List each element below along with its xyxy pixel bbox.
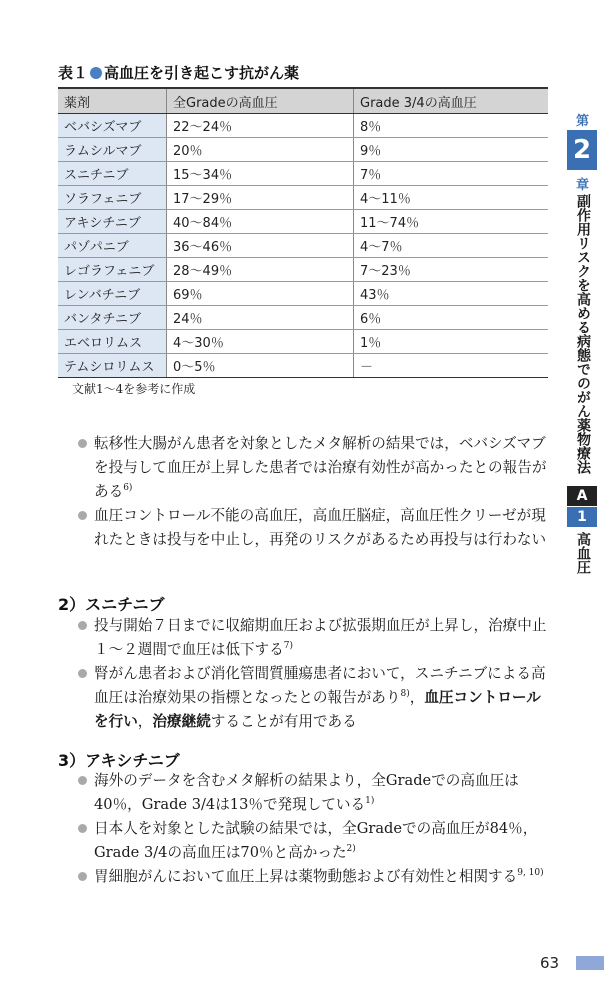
list-item <box>76 614 554 662</box>
reference-marker: 9, 10) <box>517 868 544 879</box>
table-row <box>58 282 548 306</box>
list-item <box>76 865 554 889</box>
grade34-value: 7～23％ <box>354 258 549 282</box>
bullet-text: 転移性大腸がん患者を対象としたメタ解析の結果では，ベバシズマブを投与して血圧が上昇した患者では治療有効性が高かったとの報告がある <box>94 435 547 500</box>
page-number-tab <box>576 956 604 970</box>
axitinib-bullet-list <box>76 769 554 889</box>
list-item <box>76 769 554 817</box>
part-label: A <box>567 486 597 506</box>
table-caption-prefix: 表１ <box>58 64 89 82</box>
list-item <box>76 432 554 504</box>
drug-name: テムシロリムス <box>58 354 167 378</box>
chapter-title: 副作用リスクを高める病態でのがん薬物療法 <box>575 194 591 474</box>
drug-name: レンバチニブ <box>58 282 167 306</box>
table-row <box>58 354 548 378</box>
all-grade-value: 17～29％ <box>167 186 354 210</box>
grade34-value: 4～11％ <box>354 186 549 210</box>
chapter-number: 2 <box>567 130 597 170</box>
intro-bullet-list <box>76 432 554 552</box>
all-grade-value: 69％ <box>167 282 354 306</box>
bullet-text: することが有用である <box>210 713 357 730</box>
bullet-text: 血圧コントロール不能の高血圧，高血圧脳症，高血圧性クリーゼが現れたときは投与を中止し，再発のリスクがあるため再投与は行わない <box>94 507 547 548</box>
reference-marker: 8) <box>400 689 410 700</box>
drug-name: レゴラフェニブ <box>58 258 167 282</box>
bullet-text: 日本人を対象とした試験の結果では，全Gradeでの高血圧が84％，Grade 3/4の高血圧は70％と高かった <box>94 820 538 861</box>
grade34-value: 43％ <box>354 282 549 306</box>
header-grade34: Grade 3/4の高血圧 <box>354 88 549 114</box>
all-grade-value: 28～49％ <box>167 258 354 282</box>
drug-name: スニチニブ <box>58 162 167 186</box>
drug-name: エベロリムス <box>58 330 167 354</box>
bold-phrase: 血圧コントロールを行い <box>94 689 541 730</box>
all-grade-value: 24％ <box>167 306 354 330</box>
bullet-text: 腎がん患者および消化管間質腫瘍患者において，スニチニブによる高血圧は治療効果の指標となったとの報告があり <box>94 665 546 706</box>
header-drug: 薬剤 <box>58 88 167 114</box>
all-grade-value: 40～84％ <box>167 210 354 234</box>
table-caption <box>58 62 299 83</box>
grade34-value: 6％ <box>354 306 549 330</box>
reference-marker: 2) <box>346 844 356 855</box>
section-number: 1 <box>567 507 597 527</box>
table-row <box>58 306 548 330</box>
table-row <box>58 186 548 210</box>
table-row <box>58 138 548 162</box>
sunitinib-bullet-list <box>76 614 554 734</box>
section-heading-axitinib: 3）アキシチニブ <box>58 751 180 770</box>
table-row <box>58 330 548 354</box>
chapter-suffix: 章 <box>575 178 589 193</box>
table-row <box>58 210 548 234</box>
list-item <box>76 817 554 865</box>
all-grade-value: 0～5％ <box>167 354 354 378</box>
table-row <box>58 162 548 186</box>
bullet-dot-icon <box>90 67 102 79</box>
separator: ， <box>137 713 153 730</box>
hypertension-drug-table <box>58 87 548 378</box>
bullet-text: 海外のデータを含むメタ解析の結果より，全Gradeでの高血圧は40％，Grade 3/4は13％で発現している <box>94 772 519 813</box>
reference-marker: 7) <box>283 641 293 652</box>
bullet-text: 胃細胞がんにおいて血圧上昇は薬物動態および有効性と相関する <box>94 868 518 885</box>
grade34-value: 8％ <box>354 114 549 138</box>
table-row <box>58 258 548 282</box>
drug-name: ラムシルマブ <box>58 138 167 162</box>
drug-name: ベバシズマブ <box>58 114 167 138</box>
bullet-text: 投与開始７日までに収縮期血圧および拡張期血圧が上昇し，治療中止１～２週間で血圧は低下する <box>94 617 547 658</box>
list-item <box>76 662 554 734</box>
grade34-value: 7％ <box>354 162 549 186</box>
grade34-value: 9％ <box>354 138 549 162</box>
drug-name: バンタチニブ <box>58 306 167 330</box>
section-title: 高血圧 <box>575 532 591 574</box>
grade34-value: 4～7％ <box>354 234 549 258</box>
chapter-side-tab <box>561 110 604 590</box>
table-row <box>58 234 548 258</box>
grade34-value: － <box>354 354 549 378</box>
grade34-value: 11～74％ <box>354 210 549 234</box>
all-grade-value: 15～34％ <box>167 162 354 186</box>
list-item <box>76 504 554 552</box>
drug-name: パゾパニブ <box>58 234 167 258</box>
bold-phrase: 治療継続 <box>152 713 211 730</box>
reference-marker: 6) <box>123 483 133 494</box>
page-number: 63 <box>540 954 560 972</box>
drug-name: ソラフェニブ <box>58 186 167 210</box>
table-source-note: 文献1～4を参考に作成 <box>72 382 196 396</box>
separator: ， <box>409 689 425 706</box>
all-grade-value: 20％ <box>167 138 354 162</box>
all-grade-value: 22～24％ <box>167 114 354 138</box>
drug-name: アキシチニブ <box>58 210 167 234</box>
table-row <box>58 114 548 138</box>
section-heading-sunitinib: 2）スニチニブ <box>58 595 165 614</box>
table-header-row <box>58 88 548 114</box>
grade34-value: 1％ <box>354 330 549 354</box>
chapter-prefix: 第 <box>575 114 589 129</box>
reference-marker: 1) <box>365 796 375 807</box>
table-caption-title: 高血圧を引き起こす抗がん薬 <box>104 64 300 82</box>
all-grade-value: 36～46％ <box>167 234 354 258</box>
header-all-grade: 全Gradeの高血圧 <box>167 88 354 114</box>
all-grade-value: 4～30％ <box>167 330 354 354</box>
